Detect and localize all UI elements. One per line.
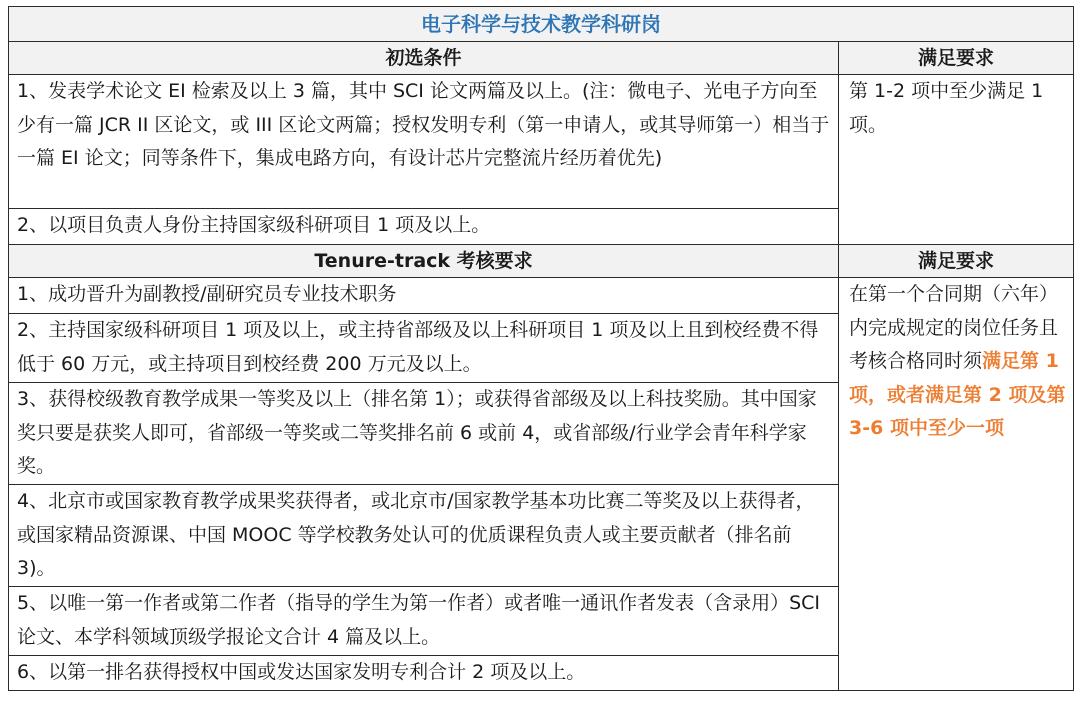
- tenure-item-3: 3、获得校级教育教学成果一等奖及以上（排名第 1）；或获得省部级及以上科技奖励。其中国家奖只要是获奖人即可，省部级一等奖或二等奖排名前 6 或前 4，或省部级/行业学会青年科学家奖。: [9, 383, 839, 485]
- table-title: 电子科学与技术教学科研岗: [9, 7, 1074, 42]
- tenure-item-5: 5、以唯一第一作者或第二作者（指导的学生为第一作者）或者唯一通讯作者发表（含录用）SCI 论文、本学科领域顶级学报论文合计 4 篇及以上。: [9, 587, 839, 656]
- tenure-item-1: 1、成功晋升为副教授/副研究员专业技术职务: [9, 278, 839, 314]
- tenure-header: Tenure-track 考核要求: [9, 245, 839, 278]
- tenure-requirement: [839, 278, 1074, 691]
- preliminary-item-1: 1、发表学术论文 EI 检索及以上 3 篇，其中 SCI 论文两篇及以上。(注：微电子、光电子方向至少有一篇 JCR II 区论文，或 III 区论文两篇；授权发明专利（第一申请人，或其导师第一）相当于一篇 EI 论文；同等条件下，集成电路方向，有设计芯片完整流片经历着优先): [9, 75, 839, 209]
- preliminary-requirement-header: 满足要求: [839, 42, 1074, 75]
- preliminary-requirement: 第 1-2 项中至少满足 1 项。: [839, 75, 1074, 245]
- tenure-requirement-plain: 在第一个合同期（六年）内完成规定的岗位任务且考核合格同时须: [849, 283, 1059, 372]
- tenure-item-4: 4、北京市或国家教育教学成果奖获得者，或北京市/国家教学基本功比赛二等奖及以上获得者，或国家精品资源课、中国 MOOC 等学校教务处认可的优质课程负责人或主要贡献者（排名前 3)。: [9, 485, 839, 587]
- tenure-item-2: 2、主持国家级科研项目 1 项及以上，或主持省部级及以上科研项目 1 项及以上且到校经费不得低于 60 万元，或主持项目到校经费 200 万元及以上。: [9, 314, 839, 383]
- tenure-requirement-highlight: 满足第 1 项，或者满足第 2 项及第 3-6 项中至少一项: [849, 350, 1066, 439]
- preliminary-item-2: 2、以项目负责人身份主持国家级科研项目 1 项及以上。: [9, 209, 839, 245]
- preliminary-header: 初选条件: [9, 42, 839, 75]
- tenure-requirement-header: 满足要求: [839, 245, 1074, 278]
- requirements-table: [8, 6, 1074, 691]
- tenure-item-6: 6、以第一排名获得授权中国或发达国家发明专利合计 2 项及以上。: [9, 656, 839, 691]
